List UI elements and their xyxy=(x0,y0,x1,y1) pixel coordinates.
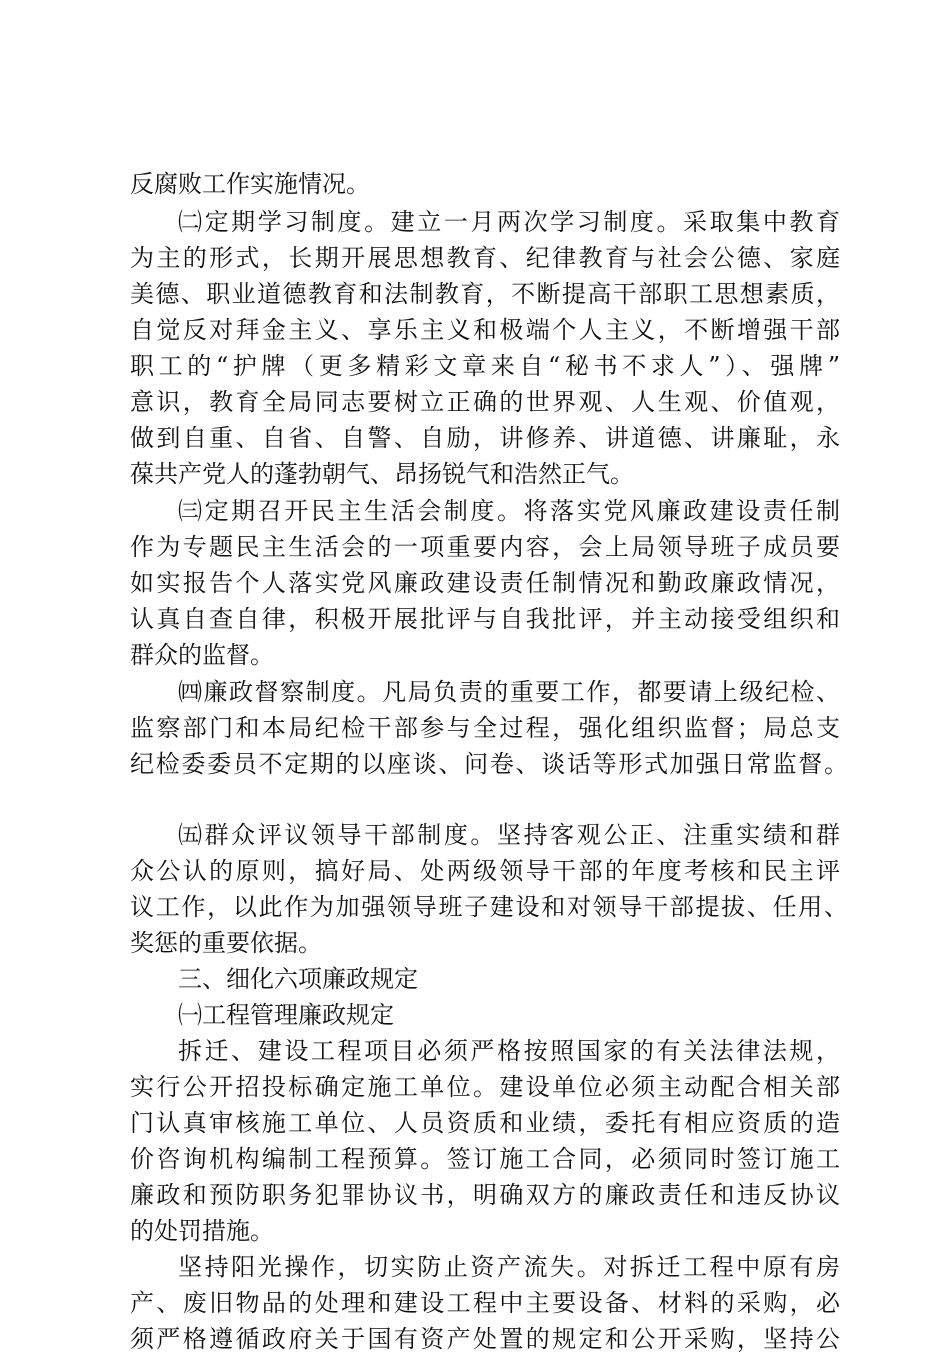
text-line: 美德、职业道德教育和法制教育，不断提高干部职工思想素质， xyxy=(130,280,840,308)
text-line: 意识，教育全局同志要树立正确的世界观、人生观、价值观， xyxy=(130,388,840,416)
text-line: 的处罚措施。 xyxy=(130,1217,274,1245)
text-line: 监察部门和本局纪检干部参与全过程，强化组织监督；局总支 xyxy=(130,714,840,742)
text-line: 为主的形式，长期开展思想教育、纪律教育与社会公德、家庭 xyxy=(130,244,840,272)
text-line: ㈡定期学习制度。建立一月两次学习制度。采取集中教育 xyxy=(178,208,840,236)
text-line: ㈤群众评议领导干部制度。坚持客观公正、注重实绩和群 xyxy=(178,821,840,849)
text-line: 门认真审核施工单位、人员资质和业绩，委托有相应资质的造 xyxy=(130,1109,840,1137)
subsection-heading: ㈠工程管理廉政规定 xyxy=(178,1001,394,1029)
text-line: 群众的监督。 xyxy=(130,641,274,669)
text-line: 做到自重、自省、自警、自励，讲修养、讲道德、讲廉耻，永 xyxy=(130,424,840,452)
text-line: 产、废旧物品的处理和建设工程中主要设备、材料的采购，必 xyxy=(130,1289,840,1317)
text-line: 价咨询机构编制工程预算。签订施工合同，必须同时签订施工 xyxy=(130,1145,840,1173)
text-line: 众公认的原则，搞好局、处两级领导干部的年度考核和民主评 xyxy=(130,857,840,885)
text-line: 议工作，以此作为加强领导班子建设和对领导干部提拔、任用、 xyxy=(130,893,848,921)
text-line: 纪检委委员不定期的以座谈、问卷、谈话等形式加强日常监督。 xyxy=(130,750,848,778)
text-line: 如实报告个人落实党风廉政建设责任制情况和勤政廉政情况， xyxy=(130,569,840,597)
text-line: 廉政和预防职务犯罪协议书，明确双方的廉政责任和违反协议 xyxy=(130,1181,840,1209)
text-line: 自觉反对拜金主义、享乐主义和极端个人主义，不断增强干部 xyxy=(130,316,840,344)
text-line: 职工的“护牌（更多精彩文章来自“秘书不求人”）、强牌” xyxy=(130,352,840,380)
text-line: 实行公开招投标确定施工单位。建设单位必须主动配合相关部 xyxy=(130,1073,840,1101)
text-line: 反腐败工作实施情况。 xyxy=(130,170,370,198)
text-line: 葆共产党人的蓬勃朝气、昂扬锐气和浩然正气。 xyxy=(130,460,634,488)
text-line: 坚持阳光操作，切实防止资产流失。对拆迁工程中原有房 xyxy=(178,1253,840,1281)
text-line: 拆迁、建设工程项目必须严格按照国家的有关法律法规， xyxy=(178,1037,840,1065)
text-line: ㈢定期召开民主生活会制度。将落实党风廉政建设责任制 xyxy=(178,497,840,525)
section-heading: 三、细化六项廉政规定 xyxy=(178,965,418,993)
text-line: 作为专题民主生活会的一项重要内容，会上局领导班子成员要 xyxy=(130,533,840,561)
text-line: 认真自查自律，积极开展批评与自我批评，并主动接受组织和 xyxy=(130,605,840,633)
text-line: ㈣廉政督察制度。凡局负责的重要工作，都要请上级纪检、 xyxy=(178,678,840,706)
text-line: 须严格遵循政府关于国有资产处置的规定和公开采购，坚持公 xyxy=(130,1325,840,1353)
text-line: 奖惩的重要依据。 xyxy=(130,929,322,957)
